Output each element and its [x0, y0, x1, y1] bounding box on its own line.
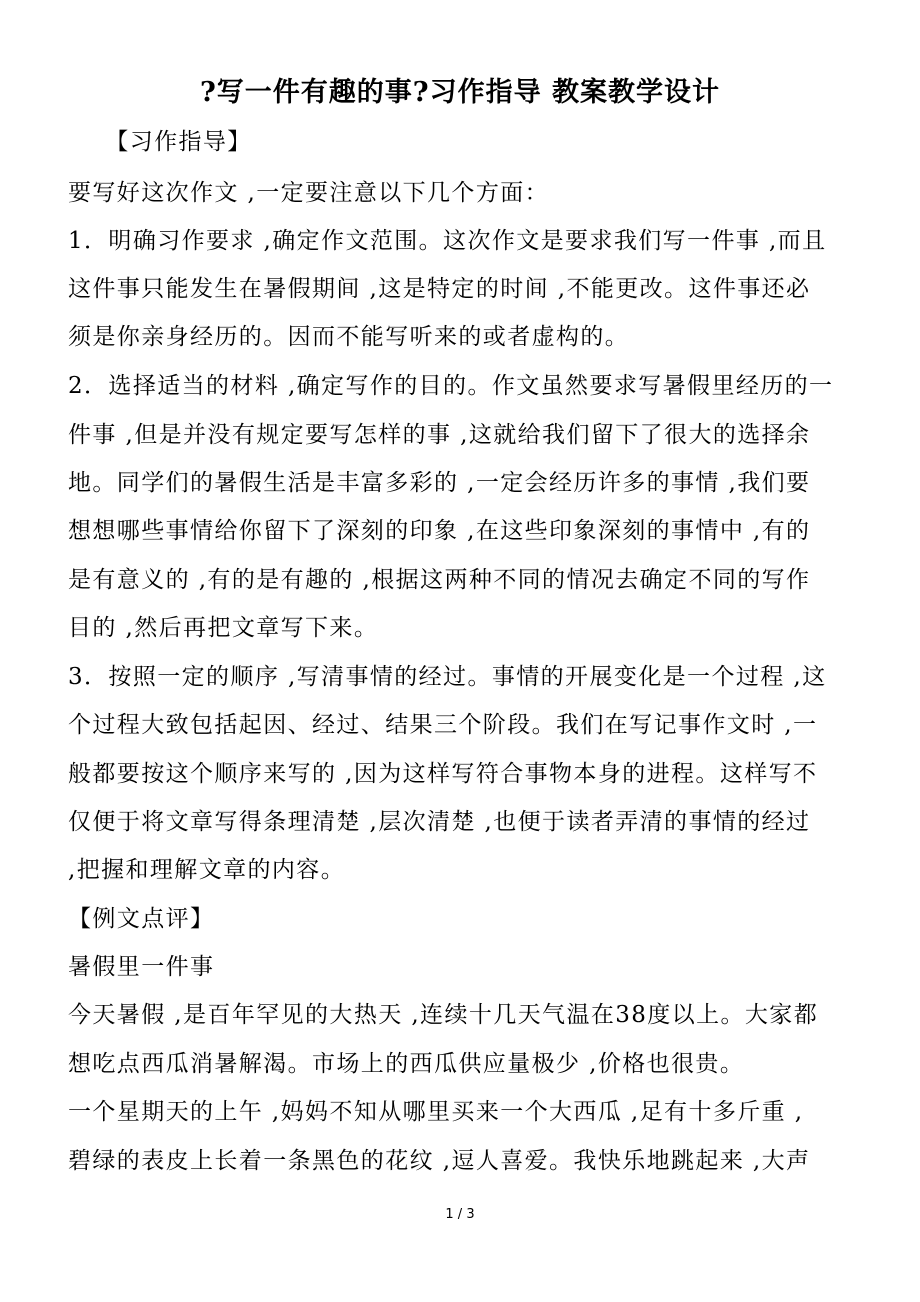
body-line: 【习作指导】 — [68, 129, 252, 155]
body-line: 1．明确习作要求 ,确定作文范围。这次作文是要求我们写一件事 ,而且 — [68, 228, 827, 254]
body-line: 要写好这次作文 ,一定要注意以下几个方面： — [68, 180, 550, 206]
body-line: 2．选择适当的材料 ,确定写作的目的。作文虽然要求写暑假里经历的一 — [68, 373, 834, 399]
body-line: 想想哪些事情给你留下了深刻的印象 ,在这些印象深刻的事情中 ,有的 — [68, 518, 811, 544]
body-line: 般都要按这个顺序来写的 ,因为这样写符合事物本身的进程。这样写不 — [68, 761, 818, 787]
body-line: 3．按照一定的顺序 ,写清事情的经过。事情的开展变化是一个过程 ,这 — [68, 664, 827, 690]
section-heading: 【例文点评】 — [68, 906, 215, 932]
body-line: 件事 ,但是并没有规定要写怎样的事 ,这就给我们留下了很大的选择余 — [68, 422, 811, 448]
body-line: 今天暑假 ,是百年罕见的大热天 ,连续十几天气温在38度以上。大家都 — [68, 1002, 819, 1028]
body-line: 碧绿的表皮上长着一条黑色的花纹 ,逗人喜爱。我快乐地跳起来 ,大声 — [68, 1148, 811, 1174]
body-line: 目的 ,然后再把文章写下来。 — [68, 615, 379, 641]
document-title: ?写一件有趣的事?习作指导 教案教学设计 — [199, 77, 721, 108]
body-line: 想吃点西瓜消暑解渴。市场上的西瓜供应量极少 ,价格也很贵。 — [68, 1051, 745, 1077]
body-line: ,把握和理解文章的内容。 — [68, 857, 346, 883]
body-line: 仅便于将文章写得条理清楚 ,层次清楚 ,也便于读者弄清的事情的经过 — [68, 809, 811, 835]
body-line: 是有意义的 ,有的是有趣的 ,根据这两种不同的情况去确定不同的写作 — [68, 567, 811, 593]
example-title: 暑假里一件事 — [68, 954, 215, 980]
page-number: 1 / 3 — [445, 1207, 475, 1222]
body-line: 这件事只能发生在暑假期间 ,这是特定的时间 ,不能更改。这件事还必 — [68, 276, 811, 302]
body-line: 须是你亲身经历的。因而不能写听来的或者虚构的。 — [68, 324, 630, 350]
body-line: 地。同学们的暑假生活是丰富多彩的 ,一定会经历许多的事情 ,我们要 — [68, 470, 811, 496]
body-line: 一个星期天的上午 ,妈妈不知从哪里买来一个大西瓜 ,足有十多斤重 , — [68, 1099, 804, 1125]
body-line: 个过程大致包括起因、经过、结果三个阶段。我们在写记事作文时 ,一 — [68, 712, 818, 738]
